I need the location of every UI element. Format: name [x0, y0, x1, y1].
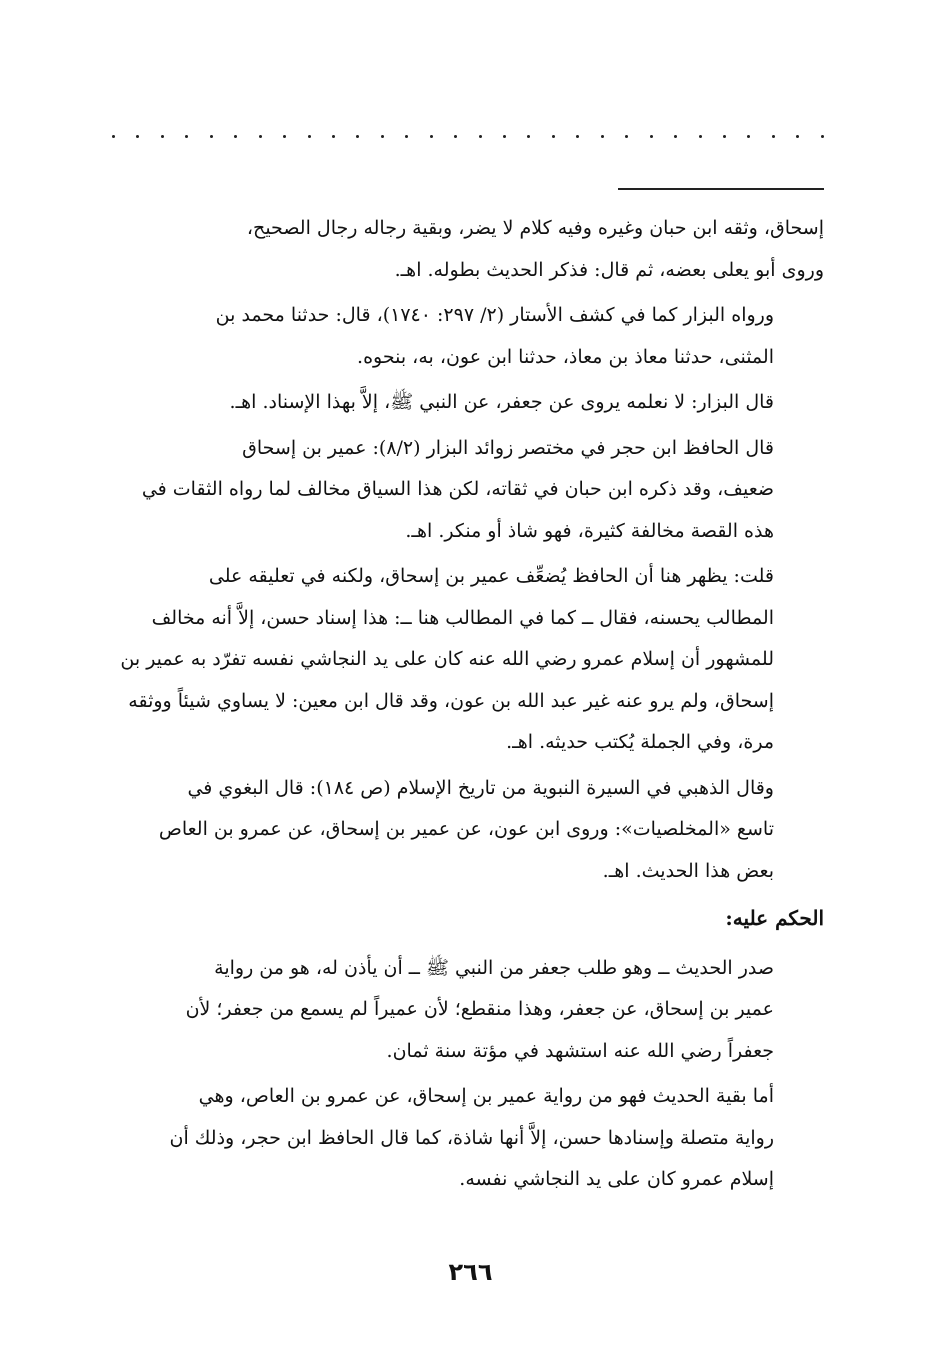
text-line: أما بقية الحديث فهو من رواية عمير بن إسحاق، عن عمرو بن العاص، وهي	[198, 1085, 774, 1107]
page-number: ٢٦٦	[448, 1258, 493, 1286]
text-line: ورواه البزار كما في كشف الأستار (٢/ ٢٩٧: ١٧٤٠)، قال: حدثنا محمد بن	[215, 304, 774, 326]
ruling-block	[96, 948, 824, 1201]
text-line: المثنى، حدثنا معاذ بن معاذ، حدثنا ابن عون، به، بنحوه.	[357, 345, 774, 368]
text-line: ضعيف، وقد ذكره ابن حبان في ثقاته، لكن هذا السياق مخالف لما رواه الثقات في	[141, 478, 774, 500]
text-line: إسحاق، ولم يرو عنه غير عبد الله بن عون، وقد قال ابن معين: لا يساوي شيئاً ووثقه	[128, 689, 774, 712]
separator-dot	[161, 135, 164, 138]
paragraph	[96, 208, 824, 291]
text-line: عمير بن إسحاق، عن جعفر، وهذا منقطع؛ لأن عميراً لم يسمع من جعفر؛ لأن	[185, 998, 774, 1020]
separator-dot	[405, 135, 408, 138]
separator-dot	[234, 135, 237, 138]
footnote-rule	[618, 188, 824, 190]
separator-dot	[796, 135, 799, 138]
text-line: رواية متصلة وإسنادها حسن، إلاَّ أنها شاذة، كما قال الحافظ ابن حجر، وذلك أن	[169, 1126, 774, 1149]
separator-dot	[699, 135, 702, 138]
separator-dot	[747, 135, 750, 138]
page-body	[96, 208, 824, 1205]
separator-dot	[821, 135, 824, 138]
text-line: إسلام عمرو كان على يد النجاشي نفسه.	[459, 1168, 774, 1190]
separator-dot	[576, 135, 579, 138]
separator-dot	[136, 135, 139, 138]
separator-dot	[527, 135, 530, 138]
paragraph	[96, 382, 824, 424]
text-line: بعض هذا الحديث. اهـ.	[602, 859, 774, 882]
text-line: للمشهور أن إسلام عمرو رضي الله عنه كان على يد النجاشي نفسه تفرّد به عمير بن	[120, 648, 774, 670]
separator-dot	[185, 135, 188, 138]
ruling-heading: الحكم عليه:	[725, 906, 824, 930]
separator-dot	[454, 135, 457, 138]
text-line: المطالب يحسنه، فقال ــ كما في المطالب هنا ــ: هذا إسناد حسن، إلاَّ أنه مخالف	[151, 606, 774, 629]
separator-dots	[112, 128, 824, 144]
paragraph	[96, 556, 824, 764]
paragraph	[96, 768, 824, 893]
separator-dot	[674, 135, 677, 138]
text-line: هذه القصة مخالفة كثيرة، فهو شاذ أو منكر. اهـ.	[405, 519, 774, 542]
text-line: قال البزار: لا نعلمه يروى عن جعفر، عن النبي ﷺ، إلاَّ بهذا الإسناد. اهـ.	[229, 391, 774, 413]
text-line: تاسع «المخلصيات»: وروى ابن عون، عن عمير بن إسحاق، عن عمرو بن العاص	[158, 818, 774, 840]
footnote-block	[96, 208, 824, 892]
separator-dot	[283, 135, 286, 138]
text-line: إسحاق، وثقه ابن حبان وغيره وفيه كلام لا يضر، وبقية رجاله رجال الصحيح،	[246, 217, 824, 239]
text-line: قال الحافظ ابن حجر في مختصر زوائد البزار (٨/٢): عمير بن إسحاق	[242, 436, 774, 459]
text-line: مرة، وفي الجملة يُكتب حديثه. اهـ.	[506, 731, 774, 753]
separator-dot	[332, 135, 335, 138]
separator-dot	[625, 135, 628, 138]
separator-dot	[479, 135, 482, 138]
separator-dot	[210, 135, 213, 138]
separator-dot	[259, 135, 262, 138]
text-line: وروى أبو يعلى بعضه، ثم قال: فذكر الحديث بطوله. اهـ.	[394, 258, 824, 281]
text-line: صدر الحديث ــ وهو طلب جعفر من النبي ﷺ ــ أن يأذن له، هو من رواية	[214, 956, 774, 979]
text-line: جعفراً رضي الله عنه استشهد في مؤتة سنة ثمان.	[386, 1039, 774, 1062]
separator-dot	[650, 135, 653, 138]
separator-dot	[430, 135, 433, 138]
text-line: قلت: يظهر هنا أن الحافظ يُضعِّف عمير بن إسحاق، ولكنه في تعليقه على	[208, 565, 774, 587]
separator-dot	[503, 135, 506, 138]
text-line: وقال الذهبي في السيرة النبوية من تاريخ الإسلام (ص ١٨٤): قال البغوي في	[187, 776, 774, 799]
separator-dot	[723, 135, 726, 138]
paragraph	[96, 1076, 824, 1201]
separator-dot	[601, 135, 604, 138]
separator-dot	[356, 135, 359, 138]
separator-dot	[381, 135, 384, 138]
separator-dot	[772, 135, 775, 138]
separator-dot	[308, 135, 311, 138]
paragraph	[96, 428, 824, 553]
paragraph	[96, 295, 824, 378]
paragraph	[96, 948, 824, 1073]
separator-dot	[552, 135, 555, 138]
separator-dot	[112, 135, 115, 138]
